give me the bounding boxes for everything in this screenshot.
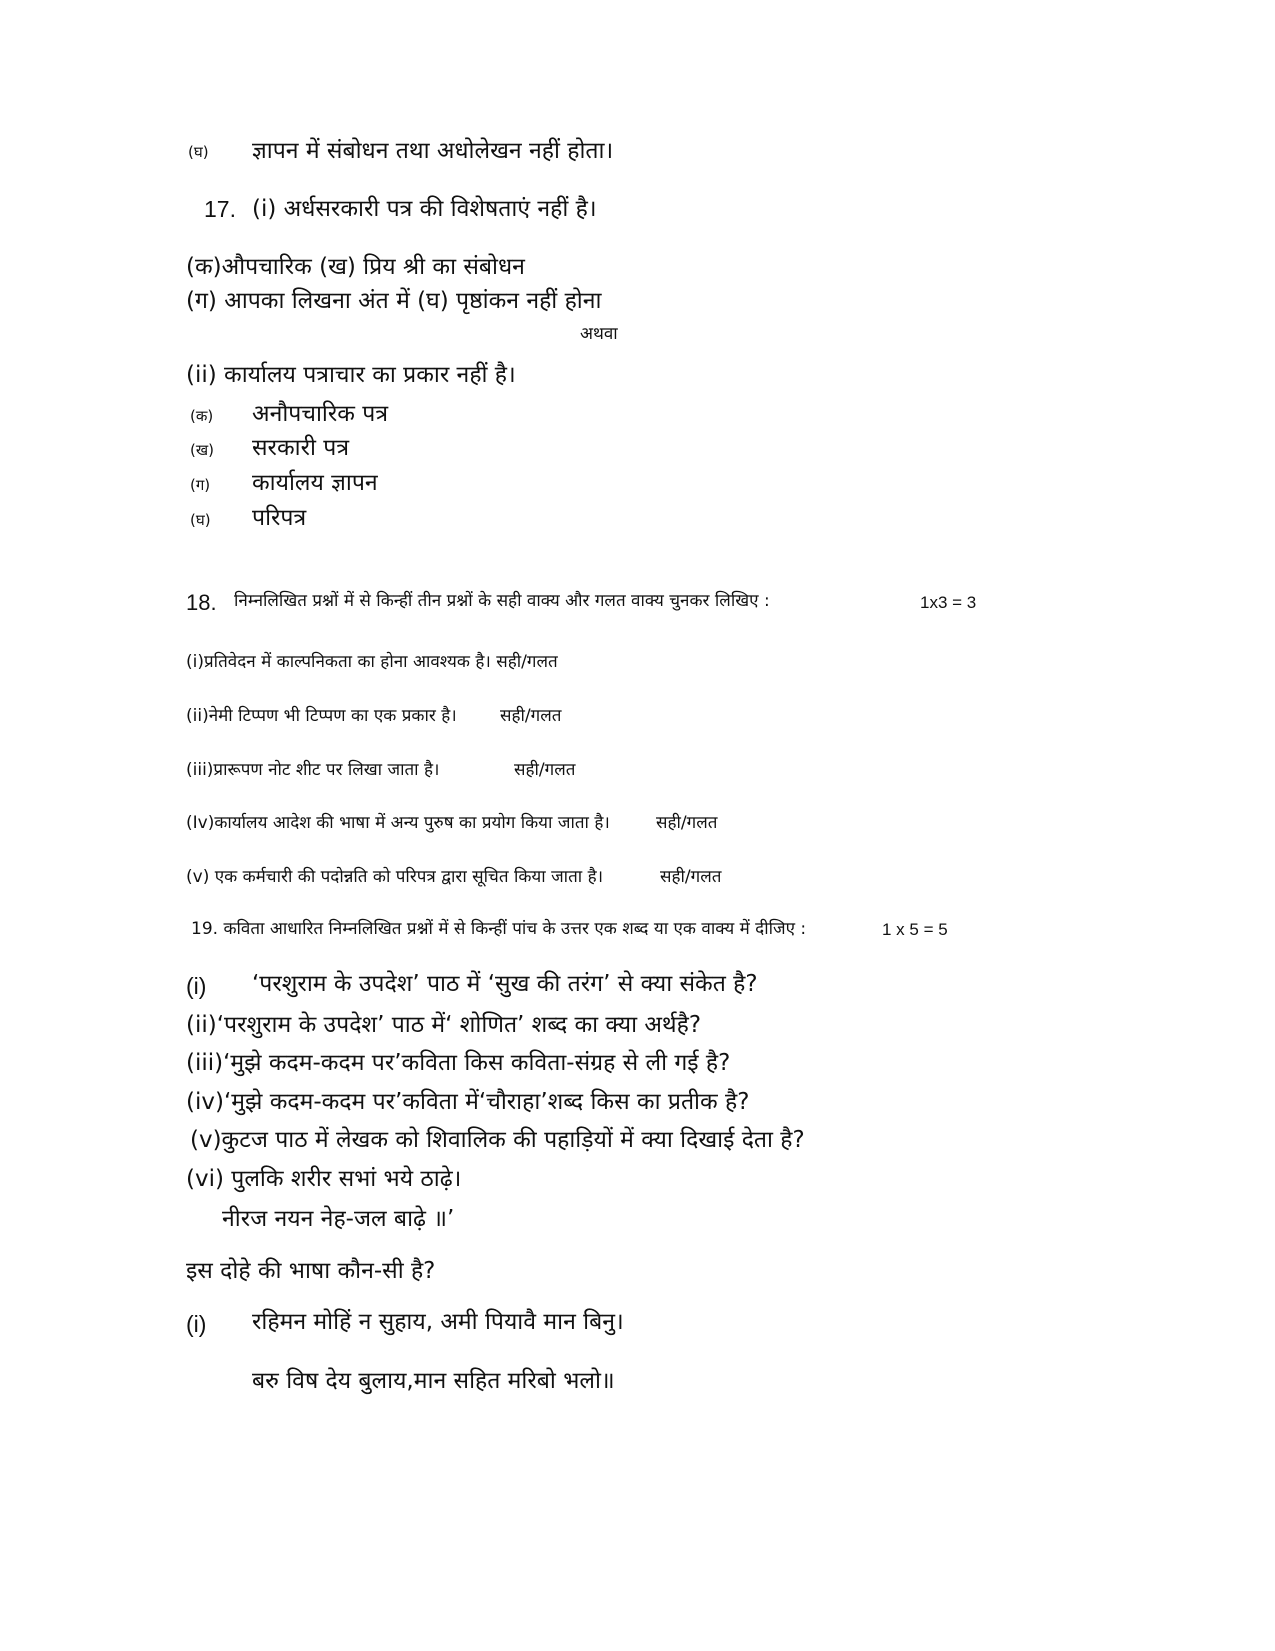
options-line: (ग) आपका लिखना अंत में (घ) पृष्ठांकन नहीं होना: [186, 288, 602, 314]
true-false-answer: सही/गलत: [660, 867, 722, 887]
true-false-item: (ii)नेमी टिप्पण भी टिप्पण का एक प्रकार है।: [186, 706, 457, 726]
question-number: 18.: [186, 590, 217, 615]
question-part-ii: (ii) कार्यालय पत्राचार का प्रकार नहीं है।: [186, 362, 516, 388]
verse-line: नीरज नयन नेह-जल बाढ़े ॥’: [222, 1206, 455, 1232]
option-label: (ग): [190, 476, 211, 494]
question-instruction: निम्नलिखित प्रश्नों में से किन्हीं तीन प्रश्नों के सही वाक्य और गलत वाक्य चुनकर लिखिए :: [234, 591, 770, 611]
true-false-answer: सही/गलत: [500, 706, 562, 726]
question-number: 17.: [204, 196, 236, 222]
option-label: (ख): [190, 441, 214, 459]
true-false-item: (Iv)कार्यालय आदेश की भाषा में अन्य पुरुष का प्रयोग किया जाता है।: [186, 813, 610, 833]
option-text: सरकारी पत्र: [252, 435, 350, 461]
option-label: (घ): [190, 511, 211, 529]
option-text: परिपत्र: [252, 505, 307, 531]
sub-question-label: (i): [186, 973, 207, 999]
option-label: (घ): [188, 143, 209, 161]
option-label: (क): [190, 407, 214, 425]
sub-question: (ii)‘परशुराम के उपदेश’ पाठ में‘ शोणित’ शब्द का क्या अर्थहै?: [186, 1012, 702, 1038]
verse-line: बरु विष देय बुलाय,मान सहित मरिबो भलो॥: [252, 1368, 615, 1394]
option-text: ज्ञापन में संबोधन तथा अधोलेखन नहीं होता।: [252, 138, 614, 164]
sub-question: ‘परशुराम के उपदेश’ पाठ में ‘सुख की तरंग’ से क्या संकेत है?: [252, 971, 758, 997]
true-false-item: (i)प्रतिवेदन में काल्पनिकता का होना आवश्यक है। सही/गलत: [186, 652, 558, 672]
true-false-item: (v) एक कर्मचारी की पदोन्नति को परिपत्र द्वारा सूचित किया जाता है।: [186, 867, 604, 887]
sub-question: (iv)‘मुझे कदम-कदम पर’कविता में‘चौराहा’शब्द किस का प्रतीक है?: [186, 1089, 750, 1115]
marks: 1x3 = 3: [920, 593, 977, 612]
sub-question: (v)कुटज पाठ में लेखक को शिवालिक की पहाड़ियों में क्या दिखाई देता है?: [190, 1127, 805, 1153]
question-instruction: 19. कविता आधारित निम्नलिखित प्रश्नों में से किन्हीं पांच के उत्तर एक शब्द या एक वाक्य में दीजिए :: [191, 919, 807, 939]
or-divider: अथवा: [580, 324, 618, 344]
options-line: (क)औपचारिक (ख) प्रिय श्री का संबोधन: [186, 254, 525, 280]
marks: 1 x 5 = 5: [882, 920, 948, 939]
verse-line: (vi) पुलकि शरीर सभां भये ठाढ़े।: [186, 1166, 462, 1192]
true-false-answer: सही/गलत: [656, 813, 718, 833]
sub-question: (iii)‘मुझे कदम-कदम पर’कविता किस कविता-संग्रह से ली गई है?: [186, 1050, 731, 1076]
true-false-item: (iii)प्रारूपण नोट शीट पर लिखा जाता है।: [186, 760, 440, 780]
sub-question: इस दोहे की भाषा कौन-सी है?: [186, 1258, 436, 1284]
option-text: कार्यालय ज्ञापन: [252, 470, 378, 496]
verse-line: रहिमन मोहिं न सुहाय, अमी पियावै मान बिनु।: [252, 1309, 624, 1335]
question-part-i: (i) अर्धसरकारी पत्र की विशेषताएं नहीं है।: [252, 196, 597, 222]
sub-question-label: (i): [186, 1311, 207, 1337]
option-text: अनौपचारिक पत्र: [252, 401, 389, 427]
true-false-answer: सही/गलत: [514, 760, 576, 780]
